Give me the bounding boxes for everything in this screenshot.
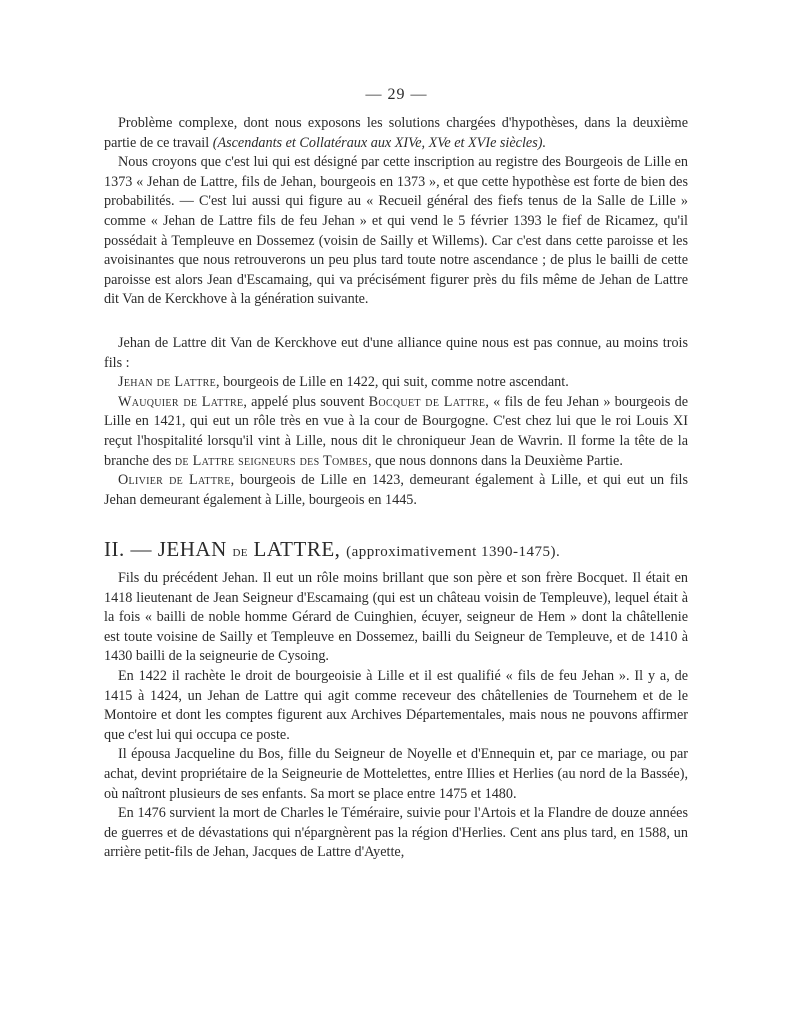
paragraph: Problème complexe, dont nous exposons les solutions chargées d'hypothèses, dans la deuxième partie de ce travail (Ascendants et Collatéraux aux XIVe, XVe et XVIe siècles).	[104, 115, 688, 151]
person-alias: Bocquet de Lattre	[368, 393, 486, 410]
section-heading: II. — JEHAN de LATTRE, (approximativement 1390-1475).	[104, 537, 561, 561]
paragraph: En 1476 survient la mort de Charles le Téméraire, suivie pour l'Artois et la Flandre de douze années de guerres et de dévastations qui n'épargnèrent pas la région d'Herlies. Cent ans plus tard, en 1588, un arrière petit-fils de Jehan, Jacques de Lattre d'Ayette,	[104, 805, 688, 861]
intro-section	[104, 114, 688, 310]
branch-name: de Lattre seigneurs des Tombes	[174, 452, 368, 469]
person-name: Wauquier de Lattre	[118, 393, 244, 410]
paragraph: Fils du précédent Jehan. Il eut un rôle moins brillant que son père et son frère Bocquet. Il était en 1418 lieutenant de Jean Seigneur d'Escamaing (qui est un château voisin de Templeuve), lequel était à la fois « bailli de noble homme Gérard de Cuinghien, écuyer, seigneur de Hem » dont la châtellenie est toute voisine de Sailly et Templeuve en Dossemez, bailli du Seigneur de Templeuve, et de 1410 à 1430 bailli de la seigneurie de Cysoing.	[104, 570, 688, 665]
paragraph: En 1422 il rachète le droit de bourgeoisie à Lille et il est qualifié « fils de feu Jehan ». Il y a, de 1415 à 1424, un Jehan de Lattre qui agit comme receveur des châtellenies de Tournehem et de le Montoire et dont les comptes figurent aux Archives Départementales, mais nous ne pouvons affirmer que c'est lui qui occupa ce poste.	[104, 667, 688, 743]
paragraph: Il épousa Jacqueline du Bos, fille du Seigneur de Noyelle et d'Ennequin et, par ce mariage, ou par achat, devint propriétaire de la Seigneurie de Mottelettes, entre Illies et Herlies (au nord de la Bassée), où naîtront plusieurs de ses enfants. Sa mort se place entre 1475 et 1480.	[104, 746, 688, 802]
person-name: Olivier de Lattre	[118, 472, 231, 489]
person-name: Jehan de Lattre	[118, 374, 216, 391]
paragraph: Jehan de Lattre dit Van de Kerckhove eut d'une alliance quine nous est pas connue, au moins trois fils :	[104, 335, 688, 371]
paragraph: Nous croyons que c'est lui qui est désigné par cette inscription au registre des Bourgeois de Lille en 1373 « Jehan de Lattre, fils de Jehan, bourgeois en 1373 », et que cette hypothèse est forte de bien des probabilités. — C'est lui aussi qui figure au « Recueil général des fiefs tenus de la Salle de Lille » comme « Jehan de Lattre fils de feu Jehan » et qui vend le 5 février 1393 le fief de Ricamez, qu'il possédait à Templeuve en Dossemez (voisin de Sailly et Willems). Car c'est dans cette paroisse et les avoisinantes que nous retrouverons un peu plus tard toute notre ascendance ; de plus le bailli de cette paroisse est alors Jean d'Escamaing, qui va précisément figurer près du fils même de Jehan de Lattre dit Van de Kerckhove à la génération suivante.	[104, 154, 688, 308]
parenthetical-title: (Ascendants et Collatéraux aux XIVe, XVe et XVIe siècles).	[212, 134, 547, 151]
page-number: — 29 —	[365, 86, 428, 103]
section-dates: (approximativement 1390-1475).	[346, 544, 561, 560]
son-entry: Jehan de Lattre, bourgeois de Lille en 1422, qui suit, comme notre ascendant.	[118, 374, 569, 391]
body-section	[104, 569, 688, 863]
son-entry: Olivier de Lattre, bourgeois de Lille en 1423, demeurant également à Lille, et qui eut un fils Jehan demeurant également à Lille, bourgeois en 1445.	[104, 472, 688, 508]
son-entry: Wauquier de Lattre, appelé plus souvent Bocquet de Lattre, « fils de feu Jehan » bourgeois de Lille en 1421, qui eut un rôle très en vue à la cour de Bourgogne. C'est chez lui que le roi Louis XI reçut l'hospitalité lorsqu'il vint à Lille, nous dit le chroniqueur Jean de Wavrin. Il forme la tête de la branche des de Lattre seigneurs des Tombes, que nous donnons dans la Deuxième Partie.	[104, 393, 688, 469]
sons-section	[104, 334, 688, 510]
